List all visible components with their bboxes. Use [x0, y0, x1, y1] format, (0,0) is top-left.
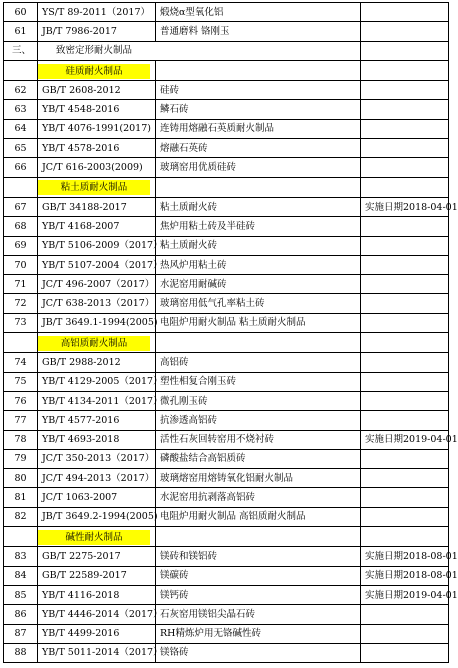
standard-code: YB/T 4693-2018 — [38, 430, 156, 449]
table-row — [4, 449, 449, 468]
category-cell — [38, 60, 156, 80]
empty-cell — [156, 527, 361, 547]
row-number: 70 — [4, 255, 38, 274]
table-row — [4, 547, 449, 566]
table-row — [4, 585, 449, 604]
product-name: 熔融石英砖 — [156, 139, 361, 158]
implementation-note — [361, 275, 449, 294]
product-name: 镁碳砖 — [156, 566, 361, 585]
table-row — [4, 391, 449, 410]
table-row — [4, 217, 449, 236]
row-number: 66 — [4, 158, 38, 177]
table-row — [4, 236, 449, 255]
standard-code: YB/T 5107-2004（2017） — [38, 255, 156, 274]
table-row — [4, 139, 449, 158]
category-label: 碱性耐火制品 — [38, 530, 150, 545]
implementation-note — [361, 411, 449, 430]
product-name: 镁钙砖 — [156, 585, 361, 604]
row-number: 73 — [4, 313, 38, 332]
product-name: 连铸用熔融石英质耐火制品 — [156, 119, 361, 138]
standard-code: YB/T 4076-1991(2017) — [38, 119, 156, 138]
product-name: 电阻炉用耐火制品 粘土质耐火制品 — [156, 313, 361, 332]
standard-code: YB/T 5011-2014（2017） — [38, 643, 156, 662]
category-row — [4, 60, 449, 80]
table-row — [4, 3, 449, 22]
standard-code: JC/T 638-2013（2017） — [38, 294, 156, 313]
standard-code: JC/T 1063-2007 — [38, 488, 156, 507]
row-number: 83 — [4, 547, 38, 566]
row-number: 77 — [4, 411, 38, 430]
standard-code: YB/T 4578-2016 — [38, 139, 156, 158]
table-row — [4, 313, 449, 332]
standards-table — [3, 2, 458, 663]
table-row — [4, 197, 449, 216]
product-name: 热风炉用粘土砖 — [156, 255, 361, 274]
product-name: 电阻炉用耐火制品 高铝质耐火制品 — [156, 507, 361, 526]
implementation-note — [361, 139, 449, 158]
table-row — [4, 119, 449, 138]
implementation-note: 实施日期2018-08-01 — [361, 566, 449, 585]
row-number: 67 — [4, 197, 38, 216]
empty-cell — [361, 527, 449, 547]
table-row — [4, 22, 449, 41]
standard-code: JB/T 7986-2017 — [38, 22, 156, 41]
implementation-note — [361, 469, 449, 488]
implementation-note — [361, 353, 449, 372]
standard-code: YB/T 4548-2016 — [38, 100, 156, 119]
product-name: 活性石灰回转窑用不烧衬砖 — [156, 430, 361, 449]
row-number: 85 — [4, 585, 38, 604]
standard-code: JB/T 3649.1-1994(2005) — [38, 313, 156, 332]
implementation-note — [361, 22, 449, 41]
table-row — [4, 624, 449, 643]
product-name: 高铝砖 — [156, 353, 361, 372]
table-row — [4, 372, 449, 391]
category-label: 粘土质耐火制品 — [38, 180, 150, 195]
standard-code: JC/T 350-2013（2017） — [38, 449, 156, 468]
product-name: 塑性相复合刚玉砖 — [156, 372, 361, 391]
implementation-note — [361, 255, 449, 274]
row-number: 81 — [4, 488, 38, 507]
product-name: 普通磨料 铬刚玉 — [156, 22, 361, 41]
table-row — [4, 158, 449, 177]
product-name: 石灰窑用镁铝尖晶石砖 — [156, 605, 361, 624]
empty-cell — [361, 41, 449, 60]
category-row — [4, 333, 449, 353]
table-row — [4, 81, 449, 100]
standard-code: YS/T 89-2011（2017） — [38, 3, 156, 22]
table-row — [4, 100, 449, 119]
standard-code: YB/T 5106-2009（2017） — [38, 236, 156, 255]
table-row — [4, 605, 449, 624]
row-number: 76 — [4, 391, 38, 410]
product-name: 煅烧α型氧化铝 — [156, 3, 361, 22]
product-name: 镁铬砖 — [156, 643, 361, 662]
section-title: 致密定形耐火制品 — [38, 41, 361, 60]
standard-code: YB/T 4168-2007 — [38, 217, 156, 236]
implementation-note: 实施日期2018-04-01 — [361, 197, 449, 216]
standard-code: YB/T 4116-2018 — [38, 585, 156, 604]
table-row — [4, 469, 449, 488]
row-number: 86 — [4, 605, 38, 624]
table-row — [4, 255, 449, 274]
row-number: 75 — [4, 372, 38, 391]
row-number: 88 — [4, 643, 38, 662]
implementation-note — [361, 236, 449, 255]
implementation-note — [361, 372, 449, 391]
implementation-note — [361, 488, 449, 507]
row-number: 68 — [4, 217, 38, 236]
row-number: 84 — [4, 566, 38, 585]
section-row — [4, 41, 449, 60]
row-number: 69 — [4, 236, 38, 255]
implementation-note — [361, 449, 449, 468]
empty-cell — [361, 333, 449, 353]
standards-table-body — [4, 3, 458, 663]
standard-code: YB/T 4134-2011（2017） — [38, 391, 156, 410]
empty-cell — [156, 333, 361, 353]
implementation-note — [361, 158, 449, 177]
category-cell — [38, 333, 156, 353]
implementation-note — [361, 119, 449, 138]
implementation-note — [361, 624, 449, 643]
standard-code: JB/T 3649.2-1994(2005) — [38, 507, 156, 526]
row-number: 63 — [4, 100, 38, 119]
standard-code: JC/T 496-2007（2017） — [38, 275, 156, 294]
product-name: 抗渗透高铝砖 — [156, 411, 361, 430]
empty-cell — [4, 527, 38, 547]
implementation-note — [361, 217, 449, 236]
product-name: 粘土质耐火砖 — [156, 197, 361, 216]
product-name: 镁砖和镁铝砖 — [156, 547, 361, 566]
product-name: 玻璃窑用低气孔率粘土砖 — [156, 294, 361, 313]
implementation-note — [361, 81, 449, 100]
table-row — [4, 488, 449, 507]
empty-cell — [4, 60, 38, 80]
standard-code: GB/T 2988-2012 — [38, 353, 156, 372]
standard-code: JC/T 616-2003(2009) — [38, 158, 156, 177]
category-label: 高铝质耐火制品 — [38, 336, 150, 351]
product-name: 水泥窑用耐碱砖 — [156, 275, 361, 294]
empty-cell — [361, 177, 449, 197]
implementation-note — [361, 3, 449, 22]
implementation-note — [361, 605, 449, 624]
standard-code: YB/T 4499-2016 — [38, 624, 156, 643]
empty-cell — [4, 177, 38, 197]
product-name: 微孔刚玉砖 — [156, 391, 361, 410]
implementation-note: 实施日期2019-04-01 — [361, 585, 449, 604]
implementation-note: 实施日期2019-04-01 — [361, 430, 449, 449]
standard-code: YB/T 4129-2005（2017） — [38, 372, 156, 391]
implementation-note — [361, 507, 449, 526]
table-row — [4, 275, 449, 294]
category-cell — [38, 177, 156, 197]
category-row — [4, 527, 449, 547]
table-row — [4, 353, 449, 372]
standard-code: YB/T 4577-2016 — [38, 411, 156, 430]
empty-cell — [156, 60, 361, 80]
implementation-note — [361, 391, 449, 410]
standard-code: GB/T 22589-2017 — [38, 566, 156, 585]
row-number: 65 — [4, 139, 38, 158]
implementation-note — [361, 294, 449, 313]
row-number: 87 — [4, 624, 38, 643]
row-number: 64 — [4, 119, 38, 138]
table-row — [4, 294, 449, 313]
row-number: 61 — [4, 22, 38, 41]
product-name: 硅砖 — [156, 81, 361, 100]
product-name: 玻璃熔窑用熔铸氧化铝耐火制品 — [156, 469, 361, 488]
category-label: 硅质耐火制品 — [38, 64, 150, 79]
product-name: 鳞石砖 — [156, 100, 361, 119]
empty-cell — [361, 60, 449, 80]
table-row — [4, 507, 449, 526]
standard-code: GB/T 2608-2012 — [38, 81, 156, 100]
empty-cell — [156, 177, 361, 197]
row-number: 79 — [4, 449, 38, 468]
row-number: 82 — [4, 507, 38, 526]
table-row — [4, 643, 449, 662]
standard-code: GB/T 34188-2017 — [38, 197, 156, 216]
category-row — [4, 177, 449, 197]
standard-code: YB/T 4446-2014（2017） — [38, 605, 156, 624]
standard-code: JC/T 494-2013（2017） — [38, 469, 156, 488]
product-name: RH精炼炉用无铬碱性砖 — [156, 624, 361, 643]
table-row — [4, 411, 449, 430]
product-name: 焦炉用粘土砖及半硅砖 — [156, 217, 361, 236]
section-number: 三、 — [4, 41, 38, 60]
row-number: 62 — [4, 81, 38, 100]
row-number: 74 — [4, 353, 38, 372]
product-name: 磷酸盐结合高铝质砖 — [156, 449, 361, 468]
product-name: 玻璃窑用优质硅砖 — [156, 158, 361, 177]
row-number: 60 — [4, 3, 38, 22]
row-number: 71 — [4, 275, 38, 294]
implementation-note: 实施日期2018-08-01 — [361, 547, 449, 566]
implementation-note — [361, 313, 449, 332]
table-row — [4, 566, 449, 585]
implementation-note — [361, 100, 449, 119]
row-number: 80 — [4, 469, 38, 488]
empty-cell — [4, 333, 38, 353]
product-name: 粘土质耐火砖 — [156, 236, 361, 255]
standard-code: GB/T 2275-2017 — [38, 547, 156, 566]
table-row — [4, 430, 449, 449]
category-cell — [38, 527, 156, 547]
row-number: 72 — [4, 294, 38, 313]
implementation-note — [361, 643, 449, 662]
product-name: 水泥窑用抗剥落高铝砖 — [156, 488, 361, 507]
row-number: 78 — [4, 430, 38, 449]
